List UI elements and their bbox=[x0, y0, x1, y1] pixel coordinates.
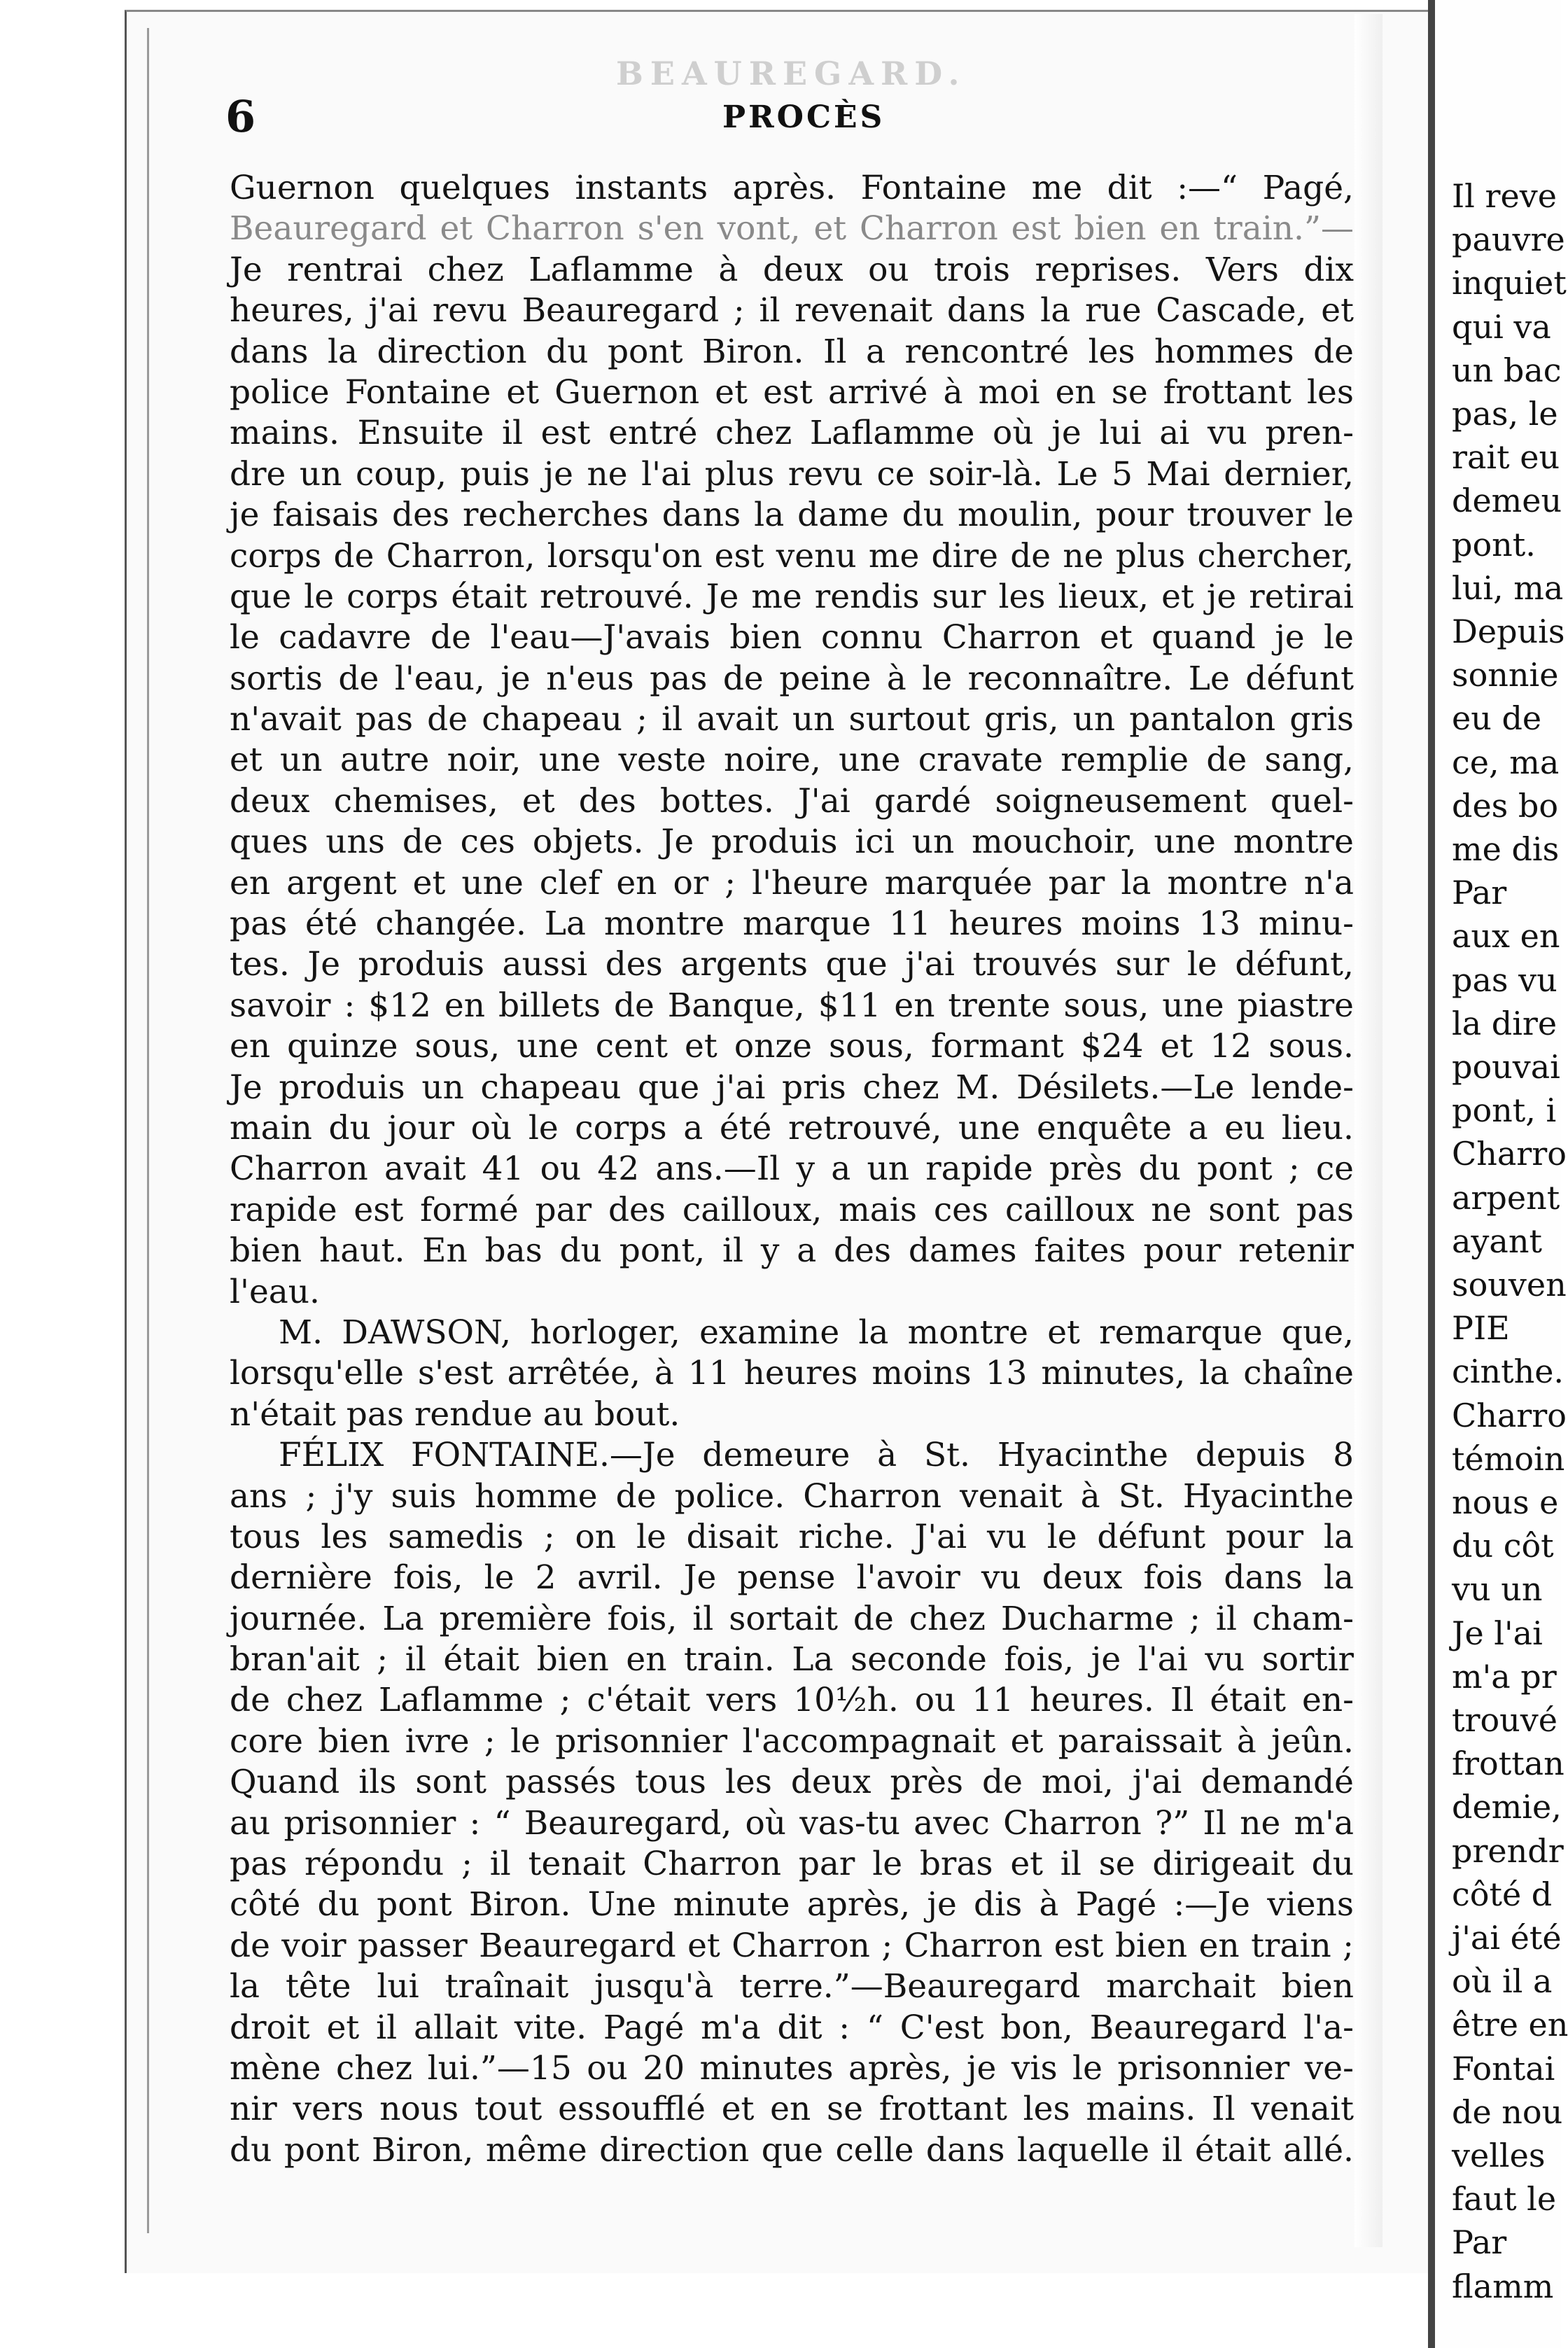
facing-page-line: pas vu bbox=[1452, 960, 1558, 999]
facing-page-line: du côt bbox=[1452, 1527, 1554, 1565]
text-line: ans ; j'y suis homme de police. Charron venait à St. Hyacinthe bbox=[230, 1476, 1354, 1516]
facing-page-line: Fontai bbox=[1452, 2049, 1555, 2088]
facing-page-line: demeu bbox=[1452, 482, 1562, 520]
text-line: savoir : $12 en billets de Banque, $11 en trente sous, une piastre bbox=[230, 986, 1354, 1025]
text-line: du pont Biron, même direction que celle dans laquelle il était allé. bbox=[230, 2130, 1354, 2169]
text-line: lorsqu'elle s'est arrêtée, à 11 heures moins 13 minutes, la chaîne bbox=[230, 1354, 1354, 1393]
facing-page-line: nous e bbox=[1452, 1483, 1559, 1521]
facing-page-line: inquiet bbox=[1452, 264, 1567, 302]
text-line: Beauregard et Charron s'en vont, et Charron est bien en train.”— bbox=[230, 209, 1354, 249]
text-line: journée. La première fois, il sortait de chez Ducharme ; il cham- bbox=[230, 1599, 1354, 1638]
text-line: mène chez lui.”—15 ou 20 minutes après, je vis le prisonnier ve- bbox=[230, 2048, 1354, 2088]
facing-page-line: ce, ma bbox=[1452, 743, 1560, 781]
text-line: côté du pont Biron. Une minute après, je dis à Pagé :—Je viens bbox=[230, 1885, 1354, 1924]
facing-page-line: j'ai été bbox=[1452, 1919, 1562, 1957]
text-line: FÉLIX FONTAINE.—Je demeure à St. Hyacinthe depuis 8 bbox=[279, 1436, 1354, 1475]
facing-page-line: côté d bbox=[1452, 1875, 1553, 1913]
facing-page-line: des bo bbox=[1452, 786, 1559, 825]
facing-page-line: me dis bbox=[1452, 830, 1560, 868]
facing-page-line: velles bbox=[1452, 2137, 1546, 2174]
text-line: dernière fois, le 2 avril. Je pense l'avoir vu deux fois dans la bbox=[230, 1558, 1354, 1598]
text-line: dans la direction du pont Biron. Il a rencontré les hommes de bbox=[230, 332, 1354, 371]
facing-page-line: PIE bbox=[1452, 1309, 1510, 1348]
facing-page-line: Par bbox=[1452, 874, 1507, 912]
facing-page-line: Je l'ai bbox=[1452, 1614, 1543, 1652]
text-line: en argent et une clef en or ; l'heure marquée par la montre n'a bbox=[230, 863, 1354, 902]
text-line: deux chemises, et des bottes. J'ai gardé soigneusement quel- bbox=[230, 781, 1354, 820]
text-line: droit et il allait vite. Pagé m'a dit : “ C'est bon, Beauregard l'a- bbox=[230, 2008, 1354, 2047]
text-line: la tête lui traînait jusqu'à terre.”—Beauregard marchait bien bbox=[230, 1967, 1354, 2006]
facing-page-line: rait eu bbox=[1452, 438, 1560, 477]
text-line: l'eau. bbox=[230, 1272, 320, 1311]
text-line: corps de Charron, lorsqu'on est venu me dire de ne plus chercher, bbox=[230, 536, 1354, 575]
text-line: main du jour où le corps a été retrouvé, une enquête a eu lieu. bbox=[230, 1108, 1354, 1147]
facing-page-line: pont, i bbox=[1452, 1091, 1557, 1130]
facing-page-line: flamm bbox=[1452, 2267, 1554, 2305]
facing-page-line: Charro bbox=[1452, 1135, 1567, 1173]
text-line: au prisonnier : “ Beauregard, où vas-tu avec Charron ?” Il ne m'a bbox=[230, 1803, 1354, 1843]
text-line: rapide est formé par des cailloux, mais ces cailloux ne sont pas bbox=[230, 1190, 1354, 1229]
facing-page-line: Depuis bbox=[1452, 613, 1565, 650]
facing-page-line: Par bbox=[1452, 2223, 1507, 2262]
text-line: ques uns de ces objets. Je produis ici un mouchoir, une montre bbox=[230, 823, 1354, 862]
facing-page-line: lui, ma bbox=[1452, 568, 1564, 607]
text-line: tes. Je produis aussi des argents que j'ai trouvés sur le défunt, bbox=[230, 945, 1354, 984]
facing-page-line: frottan bbox=[1452, 1745, 1564, 1783]
text-line: nir vers nous tout essoufflé et en se frottant les mains. Il venait bbox=[230, 2090, 1354, 2129]
text-line: M. DAWSON, horloger, examine la montre et remarque que, bbox=[279, 1313, 1354, 1352]
facing-page-line: cinthe. bbox=[1452, 1353, 1564, 1391]
facing-page-line: sonnie bbox=[1452, 656, 1559, 694]
facing-page-line: pouvai bbox=[1452, 1048, 1560, 1086]
facing-page-line: Charro bbox=[1452, 1396, 1567, 1434]
text-line: pas répondu ; il tenait Charron par le bras et il se dirigeait du bbox=[230, 1845, 1354, 1884]
facing-page-line: m'a pr bbox=[1452, 1657, 1557, 1696]
facing-page-line: pauvre bbox=[1452, 221, 1565, 259]
facing-page-line: témoin bbox=[1452, 1439, 1565, 1478]
facing-page-line: demie, bbox=[1452, 1788, 1562, 1826]
text-line: bien haut. En bas du pont, il y a des dames faites pour retenir bbox=[230, 1231, 1354, 1271]
text-line: Je rentrai chez Laflamme à deux ou trois reprises. Vers dix bbox=[230, 250, 1354, 289]
facing-page-line: être en bbox=[1452, 2006, 1568, 2044]
text-line: n'était pas rendue au bout. bbox=[230, 1395, 680, 1434]
text-line: que le corps était retrouvé. Je me rendis sur les lieux, et je retirai bbox=[230, 577, 1354, 616]
page-number: 6 bbox=[225, 91, 256, 142]
text-line: police Fontaine et Guernon et est arrivé à moi en se frottant les bbox=[230, 372, 1354, 412]
facing-page-line: arpent bbox=[1452, 1178, 1560, 1217]
facing-page-line: pas, le bbox=[1452, 395, 1558, 433]
facing-page-line: trouvé bbox=[1452, 1701, 1558, 1739]
text-line: de voir passer Beauregard et Charron ; Charron est bien en train ; bbox=[230, 1926, 1354, 1965]
text-line: n'avait pas de chapeau ; il avait un surtout gris, un pantalon gris bbox=[230, 700, 1354, 739]
facing-page-line: Il reve bbox=[1452, 177, 1557, 215]
page-header bbox=[225, 91, 1359, 147]
text-line: sortis de l'eau, je n'eus pas de peine à le reconnaître. Le défunt bbox=[230, 659, 1354, 698]
facing-page-line: un bac bbox=[1452, 351, 1562, 389]
page-fold-line bbox=[147, 28, 149, 2233]
facing-page-line: la dire bbox=[1452, 1004, 1558, 1042]
facing-page-line: de nou bbox=[1452, 2092, 1563, 2131]
text-line: mains. Ensuite il est entré chez Laflamme où je lui ai vu pren- bbox=[230, 414, 1354, 453]
facing-page-line: qui va bbox=[1452, 307, 1551, 346]
running-head: PROCÈS bbox=[722, 99, 886, 135]
text-line: en quinze sous, une cent et onze sous, formant $24 et 12 sous. bbox=[230, 1027, 1354, 1066]
facing-page-line: vu un bbox=[1452, 1570, 1543, 1609]
facing-page-line: souven bbox=[1452, 1266, 1567, 1304]
text-line: core bien ivre ; le prisonnier l'accompagnait et paraissait à jeûn. bbox=[230, 1721, 1354, 1761]
text-line: le cadavre de l'eau—J'avais bien connu Charron et quand je le bbox=[230, 618, 1354, 657]
text-line: dre un coup, puis je ne l'ai plus revu ce soir-là. Le 5 Mai dernier, bbox=[230, 454, 1354, 494]
facing-page-line: prendr bbox=[1452, 1831, 1564, 1870]
text-line: je faisais des recherches dans la dame du moulin, pour trouver le bbox=[230, 496, 1354, 535]
text-line: de chez Laflamme ; c'était vers 10½h. ou 11 heures. Il était en- bbox=[230, 1681, 1354, 1720]
facing-page-fragment bbox=[1428, 0, 1568, 2348]
text-line: heures, j'ai revu Beauregard ; il revenait dans la rue Cascade, et bbox=[230, 291, 1354, 330]
bleed-through-heading: BEAUREGARD. bbox=[616, 55, 967, 92]
text-line: Guernon quelques instants après. Fontaine me dit :—“ Pagé, bbox=[230, 169, 1354, 207]
text-line: Charron avait 41 ou 42 ans.—Il y a un rapide près du pont ; ce bbox=[230, 1149, 1354, 1189]
facing-page-line: où il a bbox=[1452, 1962, 1553, 2001]
facing-page-line: pont. bbox=[1452, 525, 1536, 564]
body-text bbox=[230, 168, 1354, 2171]
text-line: tous les samedis ; on le disait riche. J'ai vu le défunt pour la bbox=[230, 1517, 1354, 1556]
facing-page-line: faut le bbox=[1452, 2180, 1557, 2218]
text-line: et un autre noir, une veste noire, une cravate remplie de sang, bbox=[230, 741, 1354, 780]
facing-page-line: aux en bbox=[1452, 917, 1560, 956]
facing-page-line: eu de bbox=[1452, 699, 1542, 738]
page-gutter-shadow bbox=[1354, 14, 1382, 2247]
text-line: Quand ils sont passés tous les deux près de moi, j'ai demandé bbox=[230, 1763, 1354, 1802]
text-line: bran'ait ; il était bien en train. La seconde fois, je l'ai vu sortir bbox=[230, 1640, 1354, 1679]
facing-page-line: ayant bbox=[1452, 1222, 1542, 1260]
text-line: Je produis un chapeau que j'ai pris chez M. Désilets.—Le lende- bbox=[230, 1068, 1354, 1107]
text-line: pas été changée. La montre marque 11 heures moins 13 minu- bbox=[230, 904, 1354, 944]
